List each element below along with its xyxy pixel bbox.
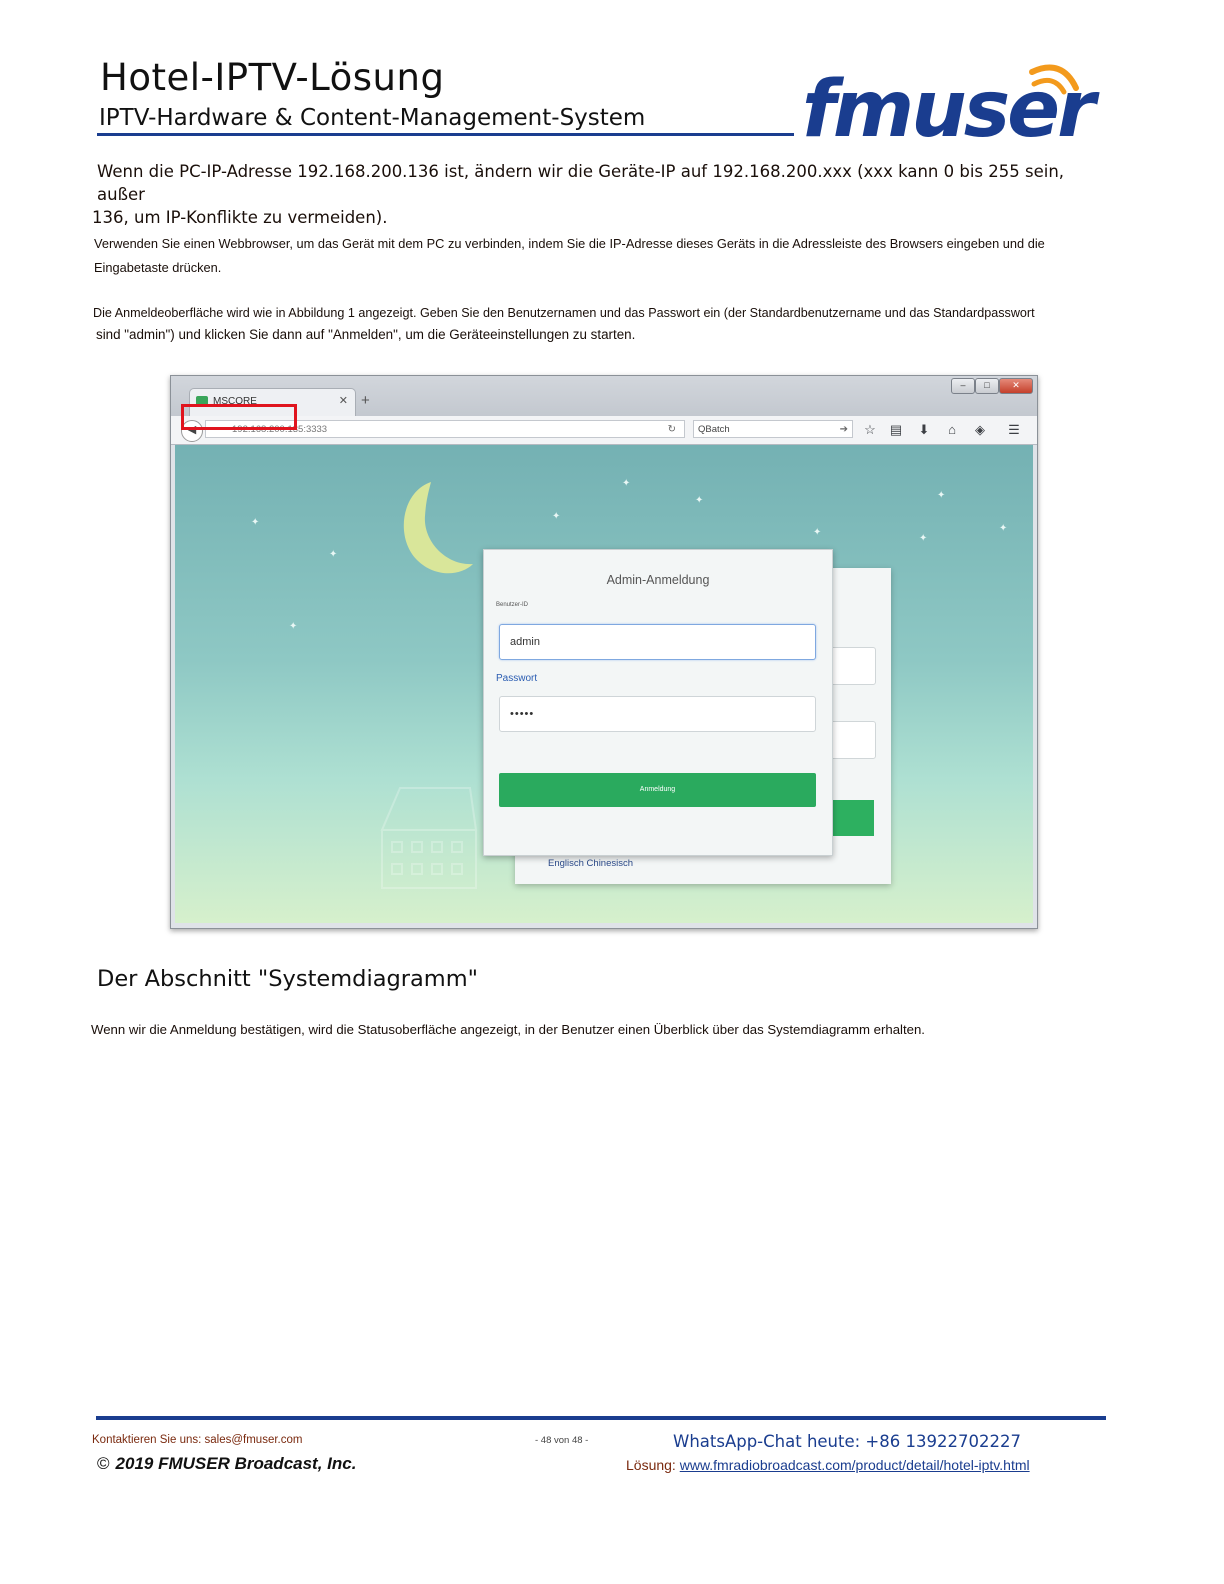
star-icon: ✦	[329, 549, 338, 560]
footer-whatsapp[interactable]: WhatsApp-Chat heute: +86 13922702227	[673, 1432, 1021, 1451]
header-divider	[97, 133, 794, 136]
paragraph-ip-line2: 136, um IP-Konflikte zu vermeiden).	[92, 208, 388, 227]
home-icon[interactable]: ⌂	[948, 422, 956, 437]
pocket-icon[interactable]: ◈	[975, 422, 985, 437]
browser-titlebar	[171, 376, 1037, 416]
search-bar-text: QBatch	[698, 424, 730, 435]
star-icon: ✦	[622, 478, 631, 489]
user-id-label: Benutzer-ID	[496, 602, 529, 608]
login-card	[483, 549, 833, 856]
download-icon[interactable]: ⬇	[918, 422, 930, 437]
user-id-input[interactable]: admin	[499, 624, 816, 660]
password-input[interactable]: •••••	[499, 696, 816, 732]
star-icon: ✦	[937, 490, 946, 501]
back-arrow-icon[interactable]: ◀	[181, 420, 203, 442]
page-number: - 48 von 48 -	[535, 1435, 589, 1446]
browser-navbar	[171, 416, 1037, 445]
star-icon: ✦	[919, 533, 928, 544]
login-page-viewport	[175, 445, 1033, 923]
footer-solution-link	[626, 1457, 1030, 1473]
address-bar-url: 192.168.200.135:3333	[232, 424, 328, 435]
copyright-text: 2019 FMUSER Broadcast, Inc.	[115, 1454, 357, 1473]
page-title: Hotel-IPTV-Lösung	[100, 56, 445, 99]
paragraph-login-line2: sind "admin") und klicken Sie dann auf "Anmelden", um die Geräteeinstellungen zu starten.	[96, 327, 636, 342]
paragraph-login	[93, 302, 1103, 346]
section-heading: Der Abschnitt "Systemdiagramm"	[97, 966, 478, 992]
star-icon: ✦	[695, 495, 704, 506]
search-go-icon[interactable]: ➔	[839, 424, 848, 435]
url-highlight-box	[181, 404, 297, 430]
star-icon: ✦	[552, 511, 561, 522]
star-icon: ✦	[251, 517, 260, 528]
copyright-icon: ©	[97, 1454, 110, 1473]
paragraph-system-diagram: Wenn wir die Anmeldung bestätigen, wird die Statusoberfläche angezeigt, in der Benutzer einen Überblick über das Systemdiagramm erhalten.	[91, 1022, 925, 1037]
tab-close-icon[interactable]: ✕	[338, 395, 348, 407]
minimize-icon[interactable]: –	[951, 378, 975, 394]
logo-text: fmuser	[802, 65, 1093, 148]
paragraph-ip-address	[92, 160, 1077, 229]
footer-link-url[interactable]: www.fmradiobroadcast.com/product/detail/hotel-iptv.html	[679, 1457, 1030, 1473]
back-card-field	[830, 721, 876, 759]
paragraph-ip-line1: Wenn die PC-IP-Adresse 192.168.200.136 ist, ändern wir die Geräte-IP auf 192.168.200.xxx (xxx kann 0 bis 255 sein, außer	[97, 162, 1065, 204]
tab-label: MSCORE	[213, 396, 257, 407]
login-button[interactable]: Anmeldung	[499, 773, 816, 807]
window-controls	[951, 378, 1031, 394]
footer-contact[interactable]: Kontaktieren Sie uns: sales@fmuser.com	[92, 1434, 303, 1446]
login-screenshot	[170, 375, 1038, 929]
search-bar[interactable]	[693, 420, 853, 438]
language-links[interactable]: Englisch Chinesisch	[548, 858, 634, 869]
clipboard-icon[interactable]: ▤	[889, 422, 903, 437]
paragraph-login-line1: Die Anmeldeoberfläche wird wie in Abbildung 1 angezeigt. Geben Sie den Benutzernamen und das Passwort ein (der Standardbenutzername und das Standardpasswort	[93, 306, 1035, 320]
bookmark-star-icon[interactable]: ☆	[864, 422, 876, 437]
star-icon: ✦	[289, 621, 298, 632]
reload-icon[interactable]: ↻	[667, 424, 676, 435]
new-tab-button[interactable]: +	[361, 392, 370, 409]
footer-link-prefix: Lösung:	[626, 1457, 680, 1473]
star-icon: ✦	[999, 523, 1008, 534]
back-card-field	[830, 647, 876, 685]
footer-divider	[96, 1416, 1106, 1420]
page-subtitle: IPTV-Hardware & Content-Management-System	[99, 105, 646, 131]
star-icon: ✦	[813, 527, 822, 538]
back-card-button	[830, 800, 874, 836]
menu-icon[interactable]: ☰	[1008, 422, 1020, 437]
login-title: Admin-Anmeldung	[606, 573, 710, 587]
moon-icon	[395, 480, 475, 580]
fmuser-logo	[800, 58, 1100, 148]
paragraph-browser: Verwenden Sie einen Webbrowser, um das Gerät mit dem PC zu verbinden, indem Sie die IP-Adresse dieses Geräts in die Adressleiste des Browsers eingeben und die Eingabetaste drücken.	[94, 236, 1045, 275]
password-label: Passwort	[496, 673, 538, 684]
close-window-icon[interactable]: ✕	[999, 378, 1033, 394]
maximize-icon[interactable]: □	[975, 378, 999, 394]
footer-copyright	[97, 1454, 356, 1474]
